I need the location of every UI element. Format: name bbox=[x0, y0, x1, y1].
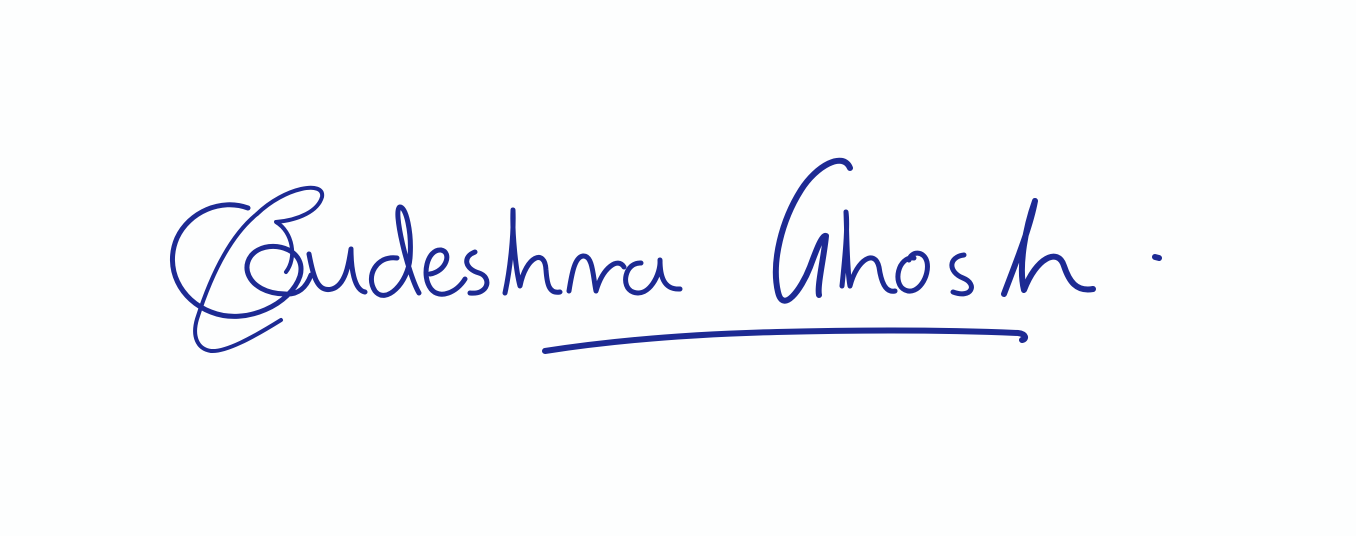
signature-letter-h-second bbox=[842, 212, 895, 291]
signature-ink-strokes bbox=[172, 161, 1159, 351]
signature-underline bbox=[545, 331, 1025, 351]
signature-letter-s-small bbox=[467, 252, 487, 293]
signature-letter-s-third bbox=[952, 255, 972, 294]
signature-letter-d bbox=[371, 207, 419, 295]
signature-letter-g bbox=[776, 161, 850, 301]
signature-dot bbox=[1155, 257, 1159, 258]
signature-letter-h-final bbox=[1004, 201, 1093, 294]
signature-s-flourish bbox=[195, 214, 281, 351]
signature-letter-u bbox=[309, 249, 365, 292]
signature-letter-o bbox=[898, 253, 928, 291]
signature-letter-e bbox=[426, 250, 465, 294]
signature-letter-h bbox=[505, 210, 560, 293]
signature-letter-a bbox=[626, 260, 680, 293]
signature-letter-n bbox=[569, 256, 624, 291]
